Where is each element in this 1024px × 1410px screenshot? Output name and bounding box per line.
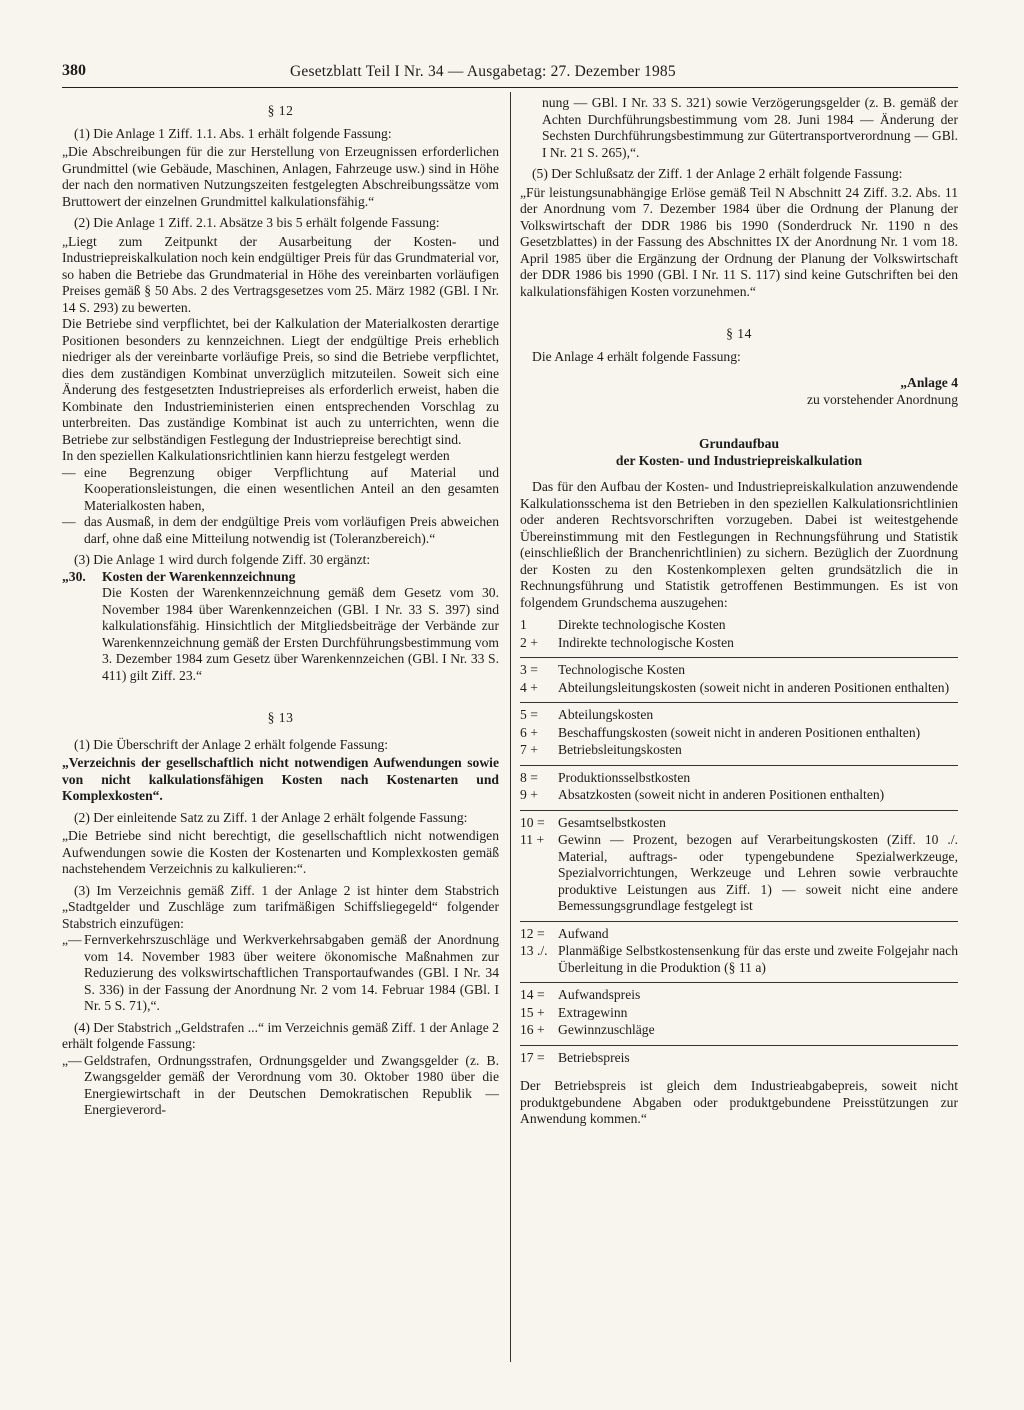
schema-divider <box>520 921 958 922</box>
schema-row-text: Direkte technologische Kosten <box>558 617 726 632</box>
s12-para-1-quote: „Die Abschreibungen für die zur Herstellung von Erzeugnissen erforderlichen Grundmittel (wie Gebäude, Maschinen, Anlagen, Fahrzeuge usw.) sind in Höhe der nach den normativen Nutzungszeiten festgelegten Abschreibungssätze vom Bruttowert der einzelnen Grundmittel kalkulationsfähig.“ <box>62 144 499 209</box>
schema-row <box>520 617 958 634</box>
section-12-heading: § 12 <box>267 103 294 118</box>
schema-divider <box>520 657 958 658</box>
schema-row-number: 2 + <box>520 634 538 650</box>
s13-para-4: (4) Der Stabstrich „Geldstrafen ...“ im Verzeichnis gemäß Ziff. 1 der Anlage 2 erhält folgende Fassung: <box>62 1019 499 1051</box>
schema-row <box>520 1005 958 1022</box>
schema-row-number: 15 + <box>520 1004 545 1020</box>
publication-title: Gesetzblatt Teil I Nr. 34 — Ausgabetag: 27. Dezember 1985 <box>290 63 676 80</box>
dash-mark: — <box>62 514 76 529</box>
schema-divider <box>520 810 958 811</box>
left-column <box>62 95 499 1119</box>
s12-para-1: (1) Die Anlage 1 Ziff. 1.1. Abs. 1 erhält folgende Fassung: <box>74 125 392 141</box>
schema-heading-1: Grundaufbau <box>698 436 780 451</box>
dash-mark: „— <box>62 932 82 947</box>
schema-row-text: Indirekte technologische Kosten <box>558 634 734 650</box>
s14-text: Die Anlage 4 erhält folgende Fassung: <box>532 348 741 364</box>
schema-row-text: Abteilungsleitungskosten (soweit nicht in anderen Positionen enthalten) <box>558 679 950 695</box>
s12-para-2-quote-1: „Liegt zum Zeitpunkt der Ausarbeitung der Kosten- und Industriepreiskalkulation noch kein endgültiger Preis für das Grundmaterial vor, so haben die Betriebe das Grundmaterial in Höhe des vereinbarten vorläufigen Preises gemäß § 50 Abs. 2 des Vertragsgesetzes vom 25. März 1982 (GBl. I Nr. 14 S. 293) zu bewerten. <box>62 233 499 315</box>
annex-reference <box>520 375 958 408</box>
schema-row-number: 11 + <box>520 832 545 847</box>
annex-title: „Anlage 4 <box>900 375 958 390</box>
dash-text: eine Begrenzung obiger Verpflichtung auf Material und Kooperationsleistungen, die einen wesentlichen Anteil an den gesamten Materialkosten haben, <box>84 464 499 513</box>
schema-row-text: Gewinn — Prozent, bezogen auf Verarbeitungskosten (Ziff. 10 ./. Material, auftrags- oder typengebundene Spezialwerkzeuge, Spezialvorrichtungen, Werkzeuge und Lehren sowie verbrauchte produktive Leistungen aus Ziff. 1) — soweit nicht eine andere Bemessungsgrundlage festgelegt ist <box>558 832 958 913</box>
schema-divider <box>520 1045 958 1046</box>
schema-row-number: 14 = <box>520 987 545 1002</box>
schema-row-text: Gewinnzuschläge <box>558 1022 655 1037</box>
section-14-heading: § 14 <box>726 326 752 341</box>
schema-row-text: Extragewinn <box>558 1004 628 1020</box>
schema-divider <box>520 765 958 766</box>
dash-text: Fernverkehrszuschläge und Werkverkehrsabgaben gemäß der Anordnung vom 14. November 1983 über weitere ökonomische Maßnahmen zur Reduzierung des volkswirtschaftlichen Transportaufwandes (GBl. I Nr. 34 S. 336) in der Fassung der Anordnung Nr. 2 vom 14. Februar 1984 (GBl. I Nr. 5 S. 71),“. <box>84 932 499 1013</box>
item-30 <box>62 569 499 586</box>
schema-row-text: Betriebspreis <box>558 1049 630 1065</box>
s13-para-5-quote: „Für leistungsunabhängige Erlöse gemäß Teil N Abschnitt 24 Ziff. 3.2. Abs. 11 der Anordnung vom 7. Dezember 1984 über die Ordnung der Planung der Volkswirtschaft der DDR 1986 bis 1990 (Sonderdruck Nr. 1190 n des Gesetzblattes) in der Fassung des Abschnittes IX der Anordnung Nr. 1 vom 18. April 1985 über die Ergänzung der Ordnung der Planung der Volkswirtschaft der DDR 1986 bis 1990 (GBl. I Nr. 11 S. 117) sind keine Gutschriften bei den kalkulationsfähigen Kosten vorzunehmen.“ <box>520 184 958 299</box>
schema-row <box>520 987 958 1004</box>
s12-para-2-quote-3: In den speziellen Kalkulationsrichtlinien kann hierzu festgelegt werden <box>62 448 450 463</box>
schema-row-text: Absatzkosten (soweit nicht in anderen Positionen enthalten) <box>558 787 885 802</box>
schema-row-number: 4 + <box>520 679 538 695</box>
schema-heading-2: der Kosten- und Industriepreiskalkulation <box>615 452 863 468</box>
dash-item <box>62 514 499 547</box>
schema-row-text: Betriebsleitungskosten <box>558 742 682 757</box>
calculation-schema <box>520 617 958 1066</box>
schema-row-number: 10 = <box>520 814 545 830</box>
schema-intro: Das für den Aufbau der Kosten- und Industriepreiskalkulation anzuwendende Kalkulationsschema ist den Betrieben in den speziellen Kalkulationsrichtlinien oder anderen Rechtsvorschriften vorzugeben. Dabei ist weitestgehende Übereinstimmung mit den Festlegungen in Rechnungsführung und Statistik (einschließlich der Branchenrichtlinien) zu sichern. Bezüglich der Zuordnung der Kosten zu den Kostenkomplexen gelten grundsätzlich die in Rechnungsführung und Statistik getroffenen Bestimmungen. Es ist von folgendem Grundschema auszugehen: <box>520 479 958 610</box>
item-30-number: „30. <box>62 568 86 584</box>
schema-divider <box>520 982 958 983</box>
dash-text: das Ausmaß, in dem der endgültige Preis vom vorläufigen Preis abweichen darf, ohne daß eine Mitteilung notwendig ist (Toleranzbereich).“ <box>84 514 499 546</box>
schema-row-number: 1 <box>520 617 527 632</box>
schema-row-number: 5 = <box>520 707 538 722</box>
s13-para-5: (5) Der Schlußsatz der Ziff. 1 der Anlage 2 erhält folgende Fassung: <box>532 166 903 181</box>
schema-row-text: Aufwandspreis <box>558 987 641 1002</box>
column-divider <box>510 92 511 1362</box>
schema-row <box>520 1022 958 1039</box>
right-column <box>520 95 958 1128</box>
dash-text: Geldstrafen, Ordnungsstrafen, Ordnungsgelder und Zwangsgelder (z. B. Zwangsgelder gemäß der Verordnung vom 30. Oktober 1980 über die Energiewirtschaft in der Deutschen Demokratischen Republik — Energieverord- <box>84 1052 499 1117</box>
section-13-heading: § 13 <box>267 710 294 725</box>
schema-row <box>520 770 958 787</box>
page-number: 380 <box>62 62 86 79</box>
continuation-text: nung — GBl. I Nr. 33 S. 321) sowie Verzögerungsgelder (z. B. gemäß der Achten Durchführungsbestimmung vom 28. Juni 1984 — Änderung der Sechsten Durchführungsbestimmung zur Gütertransportverordnung — GBl. I Nr. 21 S. 265),“. <box>542 95 958 160</box>
schema-row <box>520 742 958 759</box>
schema-row-number: 16 + <box>520 1022 545 1037</box>
annex-subtitle: zu vorstehender Anordnung <box>806 391 958 407</box>
schema-row-number: 3 = <box>520 662 538 677</box>
schema-row-text: Planmäßige Selbstkostensenkung für das erste und zweite Folgejahr nach Überleitung in die Produktion (§ 11 a) <box>558 943 958 975</box>
page-header <box>62 63 958 88</box>
s12-para-2-quote-2: Die Betriebe sind verpflichtet, bei der Kalkulation der Materialkosten derartige Positionen besonders zu kennzeichnen. Liegt der endgültige Preis erheblich niedriger als der vereinbarte vorläufige Preis, so sind die Betriebe verpflichtet, dies dem zuständigen Kombinat unverzüglich mitzuteilen. Soweit sich eine Änderung des festgesetzten Industriepreises als erforderlich erweist, haben die Kombinate den Industrieministerien einen entsprechenden Vorschlag zu unterbreiten. Das zuständige Kombinat ist auch zu unterrichten, wenn die Betriebe zur selbständigen Festlegung der Industriepreise berechtigt sind. <box>62 316 499 447</box>
schema-row-text: Beschaffungskosten (soweit nicht in anderen Positionen enthalten) <box>558 724 921 740</box>
schema-row <box>520 787 958 804</box>
dash-mark: „— <box>62 1052 82 1068</box>
schema-row <box>520 815 958 832</box>
schema-row-number: 6 + <box>520 724 538 740</box>
schema-row <box>520 832 958 915</box>
schema-row <box>520 725 958 742</box>
dash-item <box>62 1053 499 1119</box>
schema-row-text: Produktionsselbstkosten <box>558 769 691 785</box>
s13-para-2-quote: „Die Betriebe sind nicht berechtigt, die gesellschaftlich nicht notwendigen Aufwendungen sowie die Kosten der Kostenarten und Komplexkosten gemäß nachstehendem Verzeichnis zu kalkulieren:“. <box>62 828 499 876</box>
schema-row-number: 17 = <box>520 1049 545 1065</box>
schema-row <box>520 680 958 697</box>
schema-row-number: 9 + <box>520 787 538 802</box>
s13-para-1-quote: „Verzeichnis der gesellschaftlich nicht notwendigen Aufwendungen sowie von nicht kalkulationsfähigen Kosten nach Kostenarten und Komplexkosten“. <box>62 755 499 803</box>
s13-para-3: (3) Im Verzeichnis gemäß Ziff. 1 der Anlage 2 ist hinter dem Stabstrich „Stadtgelder und Zuschläge zum tarifmäßigen Schiffsliegegeld“ folgender Stabstrich einzufügen: <box>62 882 499 931</box>
schema-row-text: Aufwand <box>558 925 609 941</box>
item-30-title: Kosten der Warenkennzeichnung <box>102 568 296 584</box>
schema-row <box>520 635 958 652</box>
dash-mark: — <box>62 464 76 480</box>
schema-row-text: Abteilungskosten <box>558 707 654 722</box>
s12-para-3: (3) Die Anlage 1 wird durch folgende Ziff. 30 ergänzt: <box>74 552 371 567</box>
schema-row <box>520 662 958 679</box>
schema-row-text: Technologische Kosten <box>558 662 686 677</box>
schema-row <box>520 1050 958 1067</box>
s12-para-2: (2) Die Anlage 1 Ziff. 2.1. Absätze 3 bis 5 erhält folgende Fassung: <box>74 215 440 230</box>
dash-item <box>62 465 499 515</box>
s13-para-2: (2) Der einleitende Satz zu Ziff. 1 der Anlage 2 erhält folgende Fassung: <box>74 809 468 825</box>
schema-row <box>520 707 958 724</box>
item-30-text: Die Kosten der Warenkennzeichnung gemäß dem Gesetz vom 30. November 1984 über Warenkennzeichen (GBl. I Nr. 33 S. 397) sind kalkulationsfähig. Hinsichtlich der Mitgliedsbeiträge der Verbände zur Warenkennzeichnung gemäß der Ersten Durchführungsbestimmung vom 3. Dezember 1984 zum Gesetz über Warenkennzeichen (GBl. I Nr. 33 S. 411) gilt Ziff. 23.“ <box>102 585 499 683</box>
schema-divider <box>520 702 958 703</box>
schema-row-text: Gesamtselbstkosten <box>558 814 666 830</box>
schema-row-number: 13 ./. <box>520 943 548 958</box>
dash-item <box>62 932 499 1015</box>
schema-row <box>520 943 958 976</box>
s13-para-1: (1) Die Überschrift der Anlage 2 erhält folgende Fassung: <box>74 736 389 752</box>
schema-final-note: Der Betriebspreis ist gleich dem Industrieabgabepreis, soweit nicht produktgebundene Abgaben oder produktgebundene Preisstützungen zur Anwendung kommen.“ <box>520 1078 958 1126</box>
schema-row-number: 7 + <box>520 742 538 757</box>
schema-row <box>520 926 958 943</box>
schema-row-number: 8 = <box>520 769 538 785</box>
schema-row-number: 12 = <box>520 925 545 941</box>
